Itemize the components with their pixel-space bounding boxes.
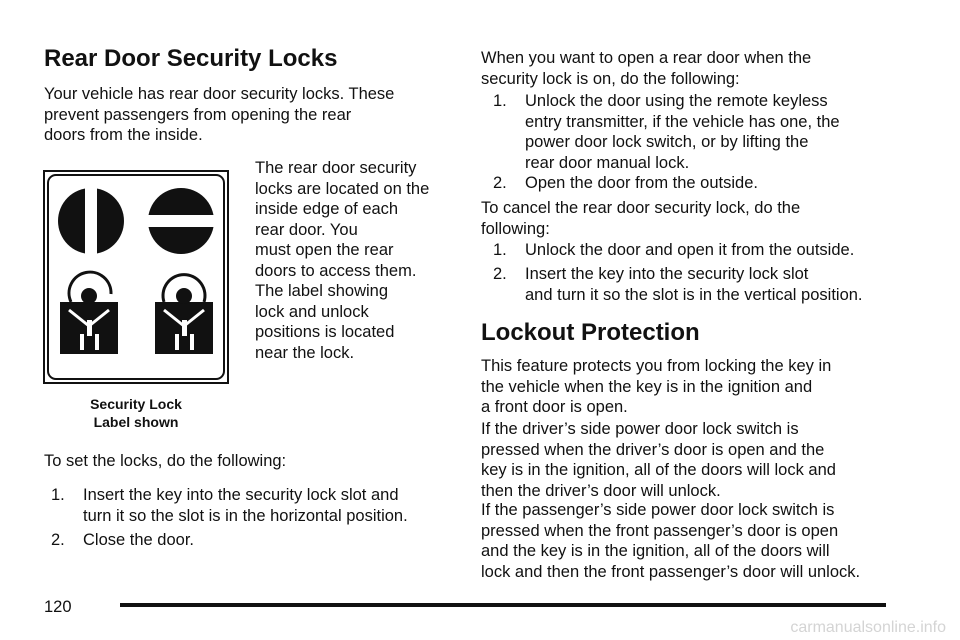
text-line: near the lock. <box>255 343 355 362</box>
text-line: the vehicle when the key is in the ignition and <box>481 377 813 396</box>
text-line: must open the rear <box>255 241 394 259</box>
text-line: Close the door. <box>83 531 194 549</box>
section-title-rear-door-security-locks: Rear Door Security Locks <box>44 45 338 72</box>
figure-caption <box>43 395 229 431</box>
open-door-intro <box>481 48 811 89</box>
text-line: doors from the inside. <box>44 126 203 144</box>
text-line: lock and unlock <box>255 302 369 321</box>
text-line: and the key is in the ignition, all of the doors will <box>481 542 830 560</box>
step-number: 2. <box>493 174 507 192</box>
text-line: pressed when the driver’s door is open and the <box>481 440 825 459</box>
cancel-lock-intro <box>481 198 800 239</box>
text-line: locks are located on the <box>255 179 430 198</box>
text-line: following: <box>481 219 550 238</box>
text-line: When you want to open a rear door when the <box>481 49 812 67</box>
text-line: positions is located <box>255 323 395 341</box>
text-line: Open the door from the outside. <box>525 174 758 192</box>
text-line: Label shown <box>93 414 179 430</box>
text-line: pressed when the front passenger’s door is open <box>481 521 839 540</box>
watermark: carmanualsonline.info <box>790 619 946 636</box>
text-line: The rear door security <box>255 159 417 177</box>
text-line: If the passenger’s side power door lock switch is <box>481 501 835 519</box>
text-line: rear door. You <box>255 220 358 239</box>
text-line: Insert the key into the security lock slot and <box>83 486 399 504</box>
text-line: To set the locks, do the following: <box>44 452 287 470</box>
text-line: turn it so the slot is in the horizontal position. <box>83 506 408 525</box>
text-line: Insert the key into the security lock slot <box>525 265 809 283</box>
text-line: rear door manual lock. <box>525 153 690 172</box>
text-line: Security Lock <box>90 396 182 412</box>
step-number: 1. <box>493 92 507 110</box>
text-line: prevent passengers from opening the rear <box>44 105 352 124</box>
text-line: inside edge of each <box>255 200 399 218</box>
text-line: Unlock the door using the remote keyless <box>525 92 828 110</box>
text-line: then the driver’s door will unlock. <box>481 481 721 500</box>
text-line: Your vehicle has rear door security locks. These <box>44 85 395 103</box>
text-line: a front door is open. <box>481 398 628 416</box>
footer-rule <box>120 603 886 607</box>
lockout-paragraph <box>481 500 860 582</box>
text-line: and turn it so the slot is in the vertical position. <box>525 285 863 304</box>
section-title-lockout-protection: Lockout Protection <box>481 319 700 346</box>
lockout-paragraph <box>481 356 831 418</box>
text-line: doors to access them. <box>255 261 417 280</box>
text-line: key is in the ignition, all of the doors will lock and <box>481 461 836 479</box>
step-number: 1. <box>51 486 65 504</box>
step-number: 1. <box>493 241 507 259</box>
lockout-paragraph <box>481 419 836 501</box>
text-line: To cancel the rear door security lock, do the <box>481 199 801 217</box>
security-lock-label-figure <box>43 170 229 384</box>
step-number: 2. <box>493 265 507 283</box>
text-line: This feature protects you from locking the key in <box>481 357 832 375</box>
text-line: lock and then the front passenger’s door will unlock. <box>481 562 861 581</box>
text-line: power door lock switch, or by lifting the <box>525 133 809 151</box>
step-number: 2. <box>51 531 65 549</box>
text-line: Unlock the door and open it from the outside. <box>525 241 855 259</box>
intro-paragraph <box>44 84 394 146</box>
text-line: The label showing <box>255 282 388 300</box>
text-line: security lock is on, do the following: <box>481 69 740 88</box>
text-line: entry transmitter, if the vehicle has one, the <box>525 112 840 131</box>
page-number: 120 <box>44 598 72 616</box>
set-locks-intro <box>44 451 286 472</box>
location-paragraph <box>255 158 429 363</box>
text-line: If the driver’s side power door lock switch is <box>481 420 799 438</box>
